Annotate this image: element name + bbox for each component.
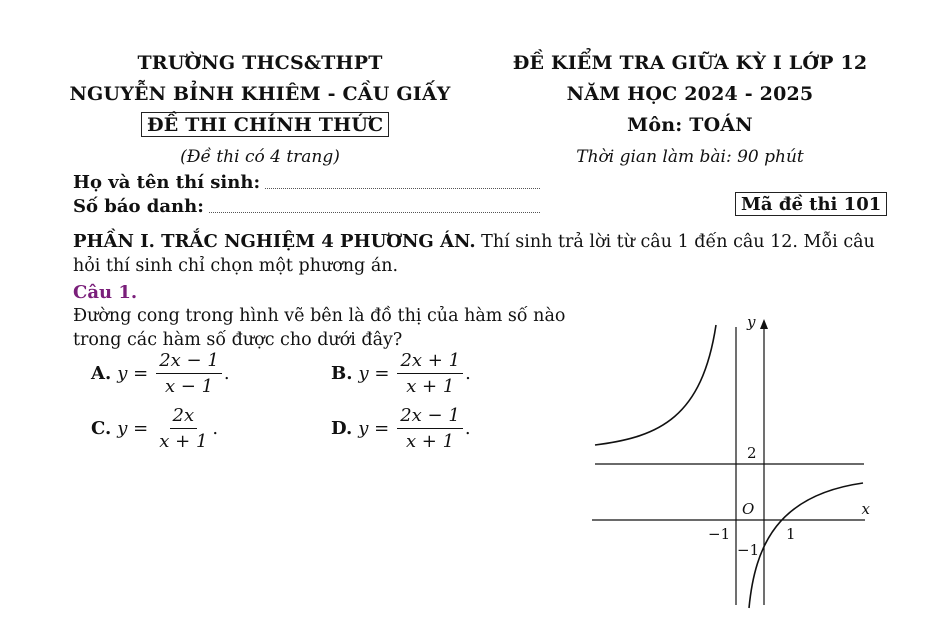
option-a-letter: A. xyxy=(91,363,112,384)
option-b-denominator: x + 1 xyxy=(406,376,455,397)
label-y-neg1: −1 xyxy=(737,541,760,559)
option-a-end: . xyxy=(223,363,230,384)
option-d-numerator: 2x − 1 xyxy=(397,405,463,429)
option-a-fraction xyxy=(156,350,222,397)
option-d-letter: D. xyxy=(331,418,353,439)
function-graph xyxy=(580,305,880,610)
option-d-end: . xyxy=(464,418,471,439)
option-c-fraction xyxy=(156,405,210,452)
candidate-name-label: Họ và tên thí sinh: xyxy=(73,172,261,193)
option-c[interactable] xyxy=(91,405,218,452)
candidate-name-field[interactable] xyxy=(265,188,540,189)
school-name-line1: TRƯỜNG THCS&THPT xyxy=(137,52,383,74)
option-b-var: y = xyxy=(358,363,390,384)
exam-title: ĐỀ KIỂM TRA GIỮA KỲ I LỚP 12 xyxy=(512,52,868,74)
option-a[interactable] xyxy=(91,350,230,397)
option-a-denominator: x − 1 xyxy=(164,376,214,397)
official-exam-label: ĐỀ THI CHÍNH THỨC xyxy=(141,112,389,137)
option-c-letter: C. xyxy=(91,418,112,439)
option-b[interactable] xyxy=(331,350,471,397)
exam-code-box: Mã đề thi 101 xyxy=(735,192,887,216)
question-text-line2: trong các hàm số được cho dưới đây? xyxy=(73,330,403,350)
part1-instruction-line2: hỏi thí sinh chỉ chọn một phương án. xyxy=(73,256,399,276)
part1-heading xyxy=(73,231,875,252)
school-name-line2: NGUYỄN BỈNH KHIÊM - CẦU GIẤY xyxy=(69,83,451,105)
option-d[interactable] xyxy=(331,405,471,452)
candidate-id-label: Số báo danh: xyxy=(73,196,204,217)
curve-right-branch xyxy=(749,483,863,608)
part1-title: PHẦN I. TRẮC NGHIỆM 4 PHƯƠNG ÁN. xyxy=(73,231,476,252)
candidate-id-field[interactable] xyxy=(209,212,540,213)
school-year: NĂM HỌC 2024 - 2025 xyxy=(566,83,814,105)
label-y-2: 2 xyxy=(747,444,757,462)
option-c-end: . xyxy=(212,418,219,439)
option-b-numerator: 2x + 1 xyxy=(397,350,463,374)
option-c-denominator: x + 1 xyxy=(159,431,208,452)
option-b-fraction xyxy=(397,350,463,397)
option-b-end: . xyxy=(465,363,471,384)
label-x-neg1: −1 xyxy=(708,525,731,543)
x-axis-label: x xyxy=(861,500,870,518)
label-x-1: 1 xyxy=(786,525,796,543)
part1-instruction-line1: Thí sinh trả lời từ câu 1 đến câu 12. Mỗi câu xyxy=(481,232,875,252)
option-c-var: y = xyxy=(117,418,149,439)
curve-left-branch xyxy=(595,325,716,445)
origin-label: O xyxy=(742,500,755,518)
option-b-letter: B. xyxy=(331,363,353,384)
pages-note: (Đề thi có 4 trang) xyxy=(180,147,340,167)
question-text-line1: Đường cong trong hình vẽ bên là đồ thị của hàm số nào xyxy=(73,306,566,326)
option-a-var: y = xyxy=(117,363,149,384)
subject: Môn: TOÁN xyxy=(627,114,753,136)
option-c-numerator: 2x xyxy=(170,405,198,429)
option-d-denominator: x + 1 xyxy=(405,431,455,452)
option-a-numerator: 2x − 1 xyxy=(156,350,222,374)
question-label: Câu 1. xyxy=(73,282,138,303)
y-axis-label: y xyxy=(747,313,756,331)
y-axis-arrow-icon xyxy=(760,319,768,329)
time-note: Thời gian làm bài: 90 phút xyxy=(576,147,804,167)
option-d-var: y = xyxy=(358,418,390,439)
option-d-fraction xyxy=(397,405,463,452)
